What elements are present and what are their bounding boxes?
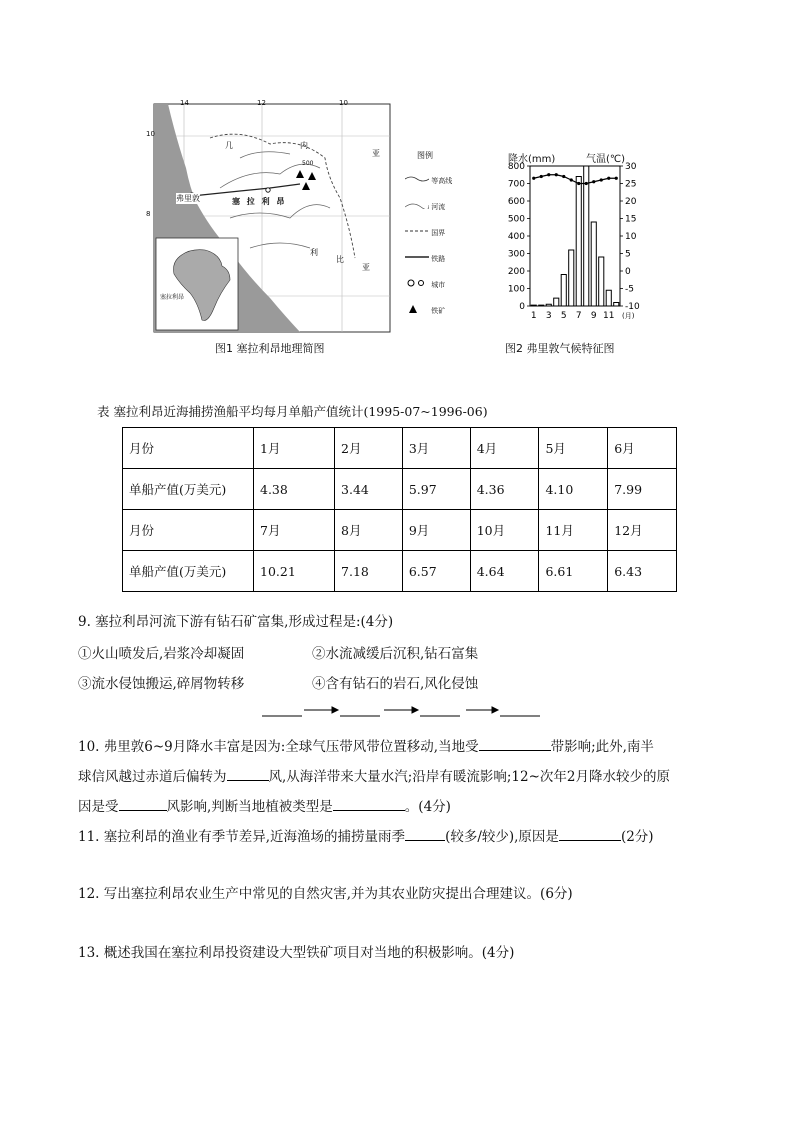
precip-bar — [614, 303, 619, 307]
left-axis-label: 降水(mm) — [508, 154, 556, 165]
table-cell: 5.97 — [402, 469, 470, 510]
right-tick-label: 25 — [625, 179, 637, 190]
country-label: 塞 拉 利 昂 — [232, 197, 287, 206]
q11-blank-1[interactable] — [405, 826, 445, 841]
left-tick-label: 300 — [507, 249, 525, 260]
legend-item: 城市 — [405, 279, 452, 305]
table-row — [123, 551, 677, 592]
sierra-leone-map — [150, 98, 395, 334]
right-tick-label: 0 — [625, 267, 631, 277]
left-tick-label: 800 — [507, 162, 525, 172]
table-cell: 8月 — [335, 510, 403, 551]
temperature-point — [562, 175, 565, 178]
row-header-cell: 月份 — [123, 510, 254, 551]
table-cell: 3.44 — [335, 469, 403, 510]
table-row — [123, 510, 677, 551]
neighbor-label: 内 — [300, 141, 308, 150]
climate-chart — [500, 160, 650, 325]
temperature-point — [577, 182, 580, 185]
month-tick-label: 7 — [575, 311, 582, 321]
lat-tick: 10 — [146, 130, 155, 138]
q10-blank-1[interactable] — [479, 736, 551, 751]
q10-blank-4[interactable] — [333, 796, 405, 811]
figure1-caption: 图1 塞拉利昂地理简图 — [215, 342, 325, 355]
map-legend — [405, 150, 452, 331]
table-cell: 5月 — [539, 428, 608, 469]
right-tick-label: 20 — [625, 197, 637, 207]
table-cell: 6.57 — [402, 551, 470, 592]
q9-option-3: ③流水侵蚀搬运,碎屑物转移 — [78, 676, 245, 692]
q10-blank-2[interactable] — [227, 766, 269, 781]
inset-label: 塞拉利昂 — [160, 294, 185, 301]
month-tick-label: 9 — [590, 311, 597, 321]
row-header-cell: 单船产值(万美元) — [123, 551, 254, 592]
lat-tick: 8 — [146, 210, 151, 218]
right-tick-label: 15 — [625, 214, 637, 225]
right-axis-label: 气温(℃) — [586, 154, 626, 165]
precip-bar — [584, 166, 589, 306]
contour-value: 500 — [302, 160, 314, 167]
precip-bar — [599, 257, 604, 306]
temperature-point — [547, 173, 550, 176]
left-tick-label: 500 — [507, 214, 525, 225]
table-cell: 9月 — [402, 510, 470, 551]
question-9: 9. 塞拉利昂河流下游有钻石矿富集,形成过程是:(4分) — [78, 614, 394, 630]
temperature-point — [570, 178, 573, 181]
question-11: 11. 塞拉利昂的渔业有季节差异,近海渔场的捕捞量雨季 (较多/较少),原因是 (2分) — [78, 826, 654, 847]
q9-sequence-answer[interactable] — [262, 704, 542, 722]
table-title: 表 塞拉利昂近海捕捞渔船平均每月单船产值统计(1995-07~1996-06) — [97, 404, 488, 419]
legend-item: 河流 — [405, 201, 452, 227]
table-cell: 4.38 — [254, 469, 335, 510]
table-cell: 7月 — [254, 510, 335, 551]
precip-bar — [554, 298, 559, 306]
neighbor-label: 利 — [310, 248, 318, 257]
precip-bar — [546, 304, 551, 306]
right-tick-label: 30 — [625, 162, 637, 172]
left-tick-label: 0 — [519, 302, 525, 312]
month-tick-label: 5 — [560, 311, 567, 321]
q9-option-1: ①火山喷发后,岩浆冷却凝固 — [78, 646, 245, 662]
table-cell: 12月 — [608, 510, 677, 551]
right-tick-label: 5 — [625, 249, 631, 260]
lon-tick: 12 — [257, 99, 266, 107]
q10-blank-3[interactable] — [119, 796, 167, 811]
neighbor-label: 亚 — [362, 263, 370, 272]
precip-bar — [561, 275, 566, 307]
precip-bar — [531, 305, 536, 306]
table-cell: 7.99 — [608, 469, 677, 510]
table-cell: 10月 — [470, 510, 539, 551]
temperature-line — [534, 175, 617, 184]
table-row — [123, 428, 677, 469]
catch-value-table — [122, 427, 677, 592]
table-cell: 4月 — [470, 428, 539, 469]
neighbor-label: 几 — [225, 141, 233, 150]
table-cell: 11月 — [539, 510, 608, 551]
table-cell: 6.61 — [539, 551, 608, 592]
temperature-point — [600, 178, 603, 181]
legend-item: 国界 — [431, 229, 446, 237]
figure2-caption: 图2 弗里敦气候特征图 — [505, 342, 615, 355]
temperature-point — [615, 177, 618, 180]
legend-item: 铁矿 — [405, 305, 452, 331]
table-row — [123, 469, 677, 510]
question-12: 12. 写出塞拉利昂农业生产中常见的自然灾害,并为其农业防灾提出合理建议。(6分) — [78, 886, 573, 902]
table-cell: 7.18 — [335, 551, 403, 592]
left-tick-label: 600 — [507, 197, 525, 207]
row-header-cell: 单船产值(万美元) — [123, 469, 254, 510]
temperature-point — [592, 180, 595, 183]
table-cell: 6月 — [608, 428, 677, 469]
row-header-cell: 月份 — [123, 428, 254, 469]
precip-bar — [576, 177, 581, 307]
question-10-line2: 球信风越过赤道后偏转为 风,从海洋带来大量水汽;沿岸有暖流影响;12~次年2月降水较少的原 — [78, 766, 670, 787]
table-cell: 3月 — [402, 428, 470, 469]
temperature-point — [532, 177, 535, 180]
legend-item: 铁路 — [431, 255, 446, 263]
neighbor-label: 亚 — [372, 149, 380, 158]
q11-blank-2[interactable] — [559, 826, 621, 841]
precip-bar — [539, 305, 544, 306]
left-tick-label: 400 — [507, 232, 525, 242]
neighbor-label: 比 — [336, 255, 344, 264]
precip-bar — [591, 222, 596, 306]
lon-tick: 14 — [180, 99, 189, 107]
temperature-point — [607, 177, 610, 180]
q9-option-2: ②水流减缓后沉积,钻石富集 — [312, 646, 479, 662]
city-label: 弗里敦 — [176, 194, 200, 203]
month-unit-label: (月) — [622, 312, 635, 320]
temperature-point — [585, 182, 588, 185]
left-tick-label: 200 — [507, 267, 525, 277]
precip-bar — [569, 250, 574, 306]
right-tick-label: 10 — [625, 232, 637, 242]
legend-title: 图例 — [417, 151, 433, 160]
table-cell: 1月 — [254, 428, 335, 469]
table-cell: 2月 — [335, 428, 403, 469]
legend-item: 等高线 — [405, 175, 452, 201]
left-tick-label: 700 — [507, 179, 525, 190]
table-cell: 10.21 — [254, 551, 335, 592]
right-tick-label: -5 — [625, 284, 634, 295]
lon-tick: 10 — [339, 99, 348, 107]
q9-option-4: ④含有钻石的岩石,风化侵蚀 — [312, 676, 479, 692]
table-cell: 4.36 — [470, 469, 539, 510]
precip-bar — [606, 290, 611, 306]
question-13: 13. 概述我国在塞拉利昂投资建设大型铁矿项目对当地的积极影响。(4分) — [78, 945, 515, 961]
table-cell: 4.64 — [470, 551, 539, 592]
question-10: 10. 弗里敦6~9月降水丰富是因为:全球气压带风带位置移动,当地受 带影响;此外,南半 — [78, 736, 654, 757]
table-cell: 4.10 — [539, 469, 608, 510]
right-tick-label: -10 — [625, 302, 640, 312]
left-tick-label: 100 — [507, 284, 525, 295]
plot-frame — [530, 166, 620, 306]
question-10-line3: 因是受 风影响,判断当地植被类型是 。(4分) — [78, 796, 451, 817]
table-cell: 6.43 — [608, 551, 677, 592]
temperature-point — [540, 175, 543, 178]
month-tick-label: 1 — [530, 311, 537, 321]
month-tick-label: 3 — [545, 311, 552, 321]
month-tick-label: 11 — [603, 311, 615, 321]
temperature-point — [555, 173, 558, 176]
